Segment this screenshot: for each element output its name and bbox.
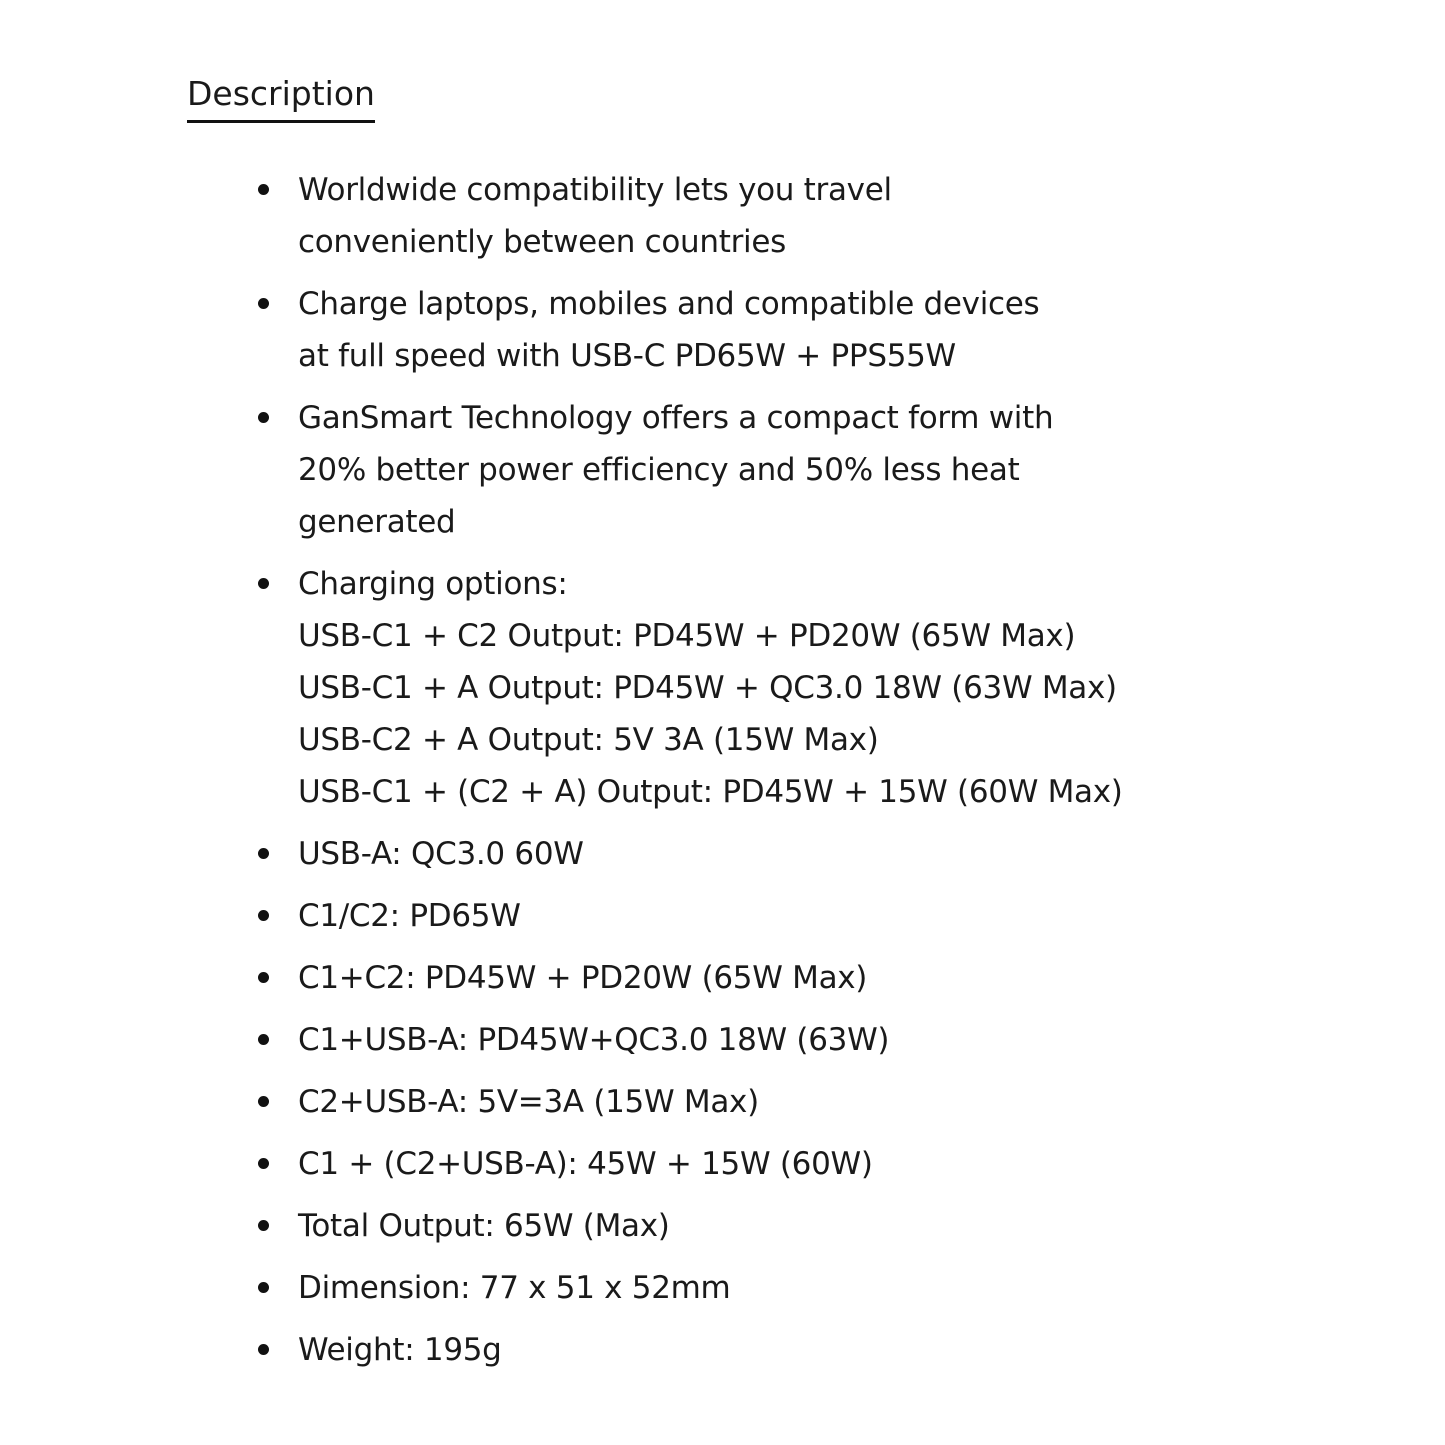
list-item [298,164,1298,268]
item-text: C1+USB-A: PD45W+QC3.0 18W (63W) [298,1022,890,1058]
tab-description[interactable]: Description [187,70,375,123]
bullet-icon [258,578,269,589]
list-item [298,1014,1298,1066]
bullet-icon [258,848,269,859]
list-item [298,1076,1298,1128]
list-item [298,828,1298,880]
bullet-icon [258,972,269,983]
item-text: at full speed with USB-C PD65W + PPS55W [298,338,956,374]
bullet-icon [258,298,269,309]
list-item [298,1138,1298,1190]
bullet-icon [258,910,269,921]
item-text: USB-C1 + (C2 + A) Output: PD45W + 15W (60W Max) [298,774,1123,810]
item-text: C2+USB-A: 5V=3A (15W Max) [298,1084,759,1120]
item-text: Dimension: 77 x 51 x 52mm [298,1270,731,1306]
item-text: Charge laptops, mobiles and compatible devices [298,286,1040,322]
item-text: GanSmart Technology offers a compact form with [298,400,1054,436]
list-item [298,952,1298,1004]
item-text: USB-C2 + A Output: 5V 3A (15W Max) [298,722,879,758]
bullet-icon [258,412,269,423]
list-item [298,1324,1298,1376]
item-text: Charging options: [298,566,568,602]
item-text: Worldwide compatibility lets you travel [298,172,892,208]
list-item [298,1200,1298,1252]
list-item [298,392,1298,548]
item-text: USB-C1 + C2 Output: PD45W + PD20W (65W Max) [298,618,1076,654]
item-text: Total Output: 65W (Max) [298,1208,670,1244]
bullet-icon [258,1220,269,1231]
item-text: USB-C1 + A Output: PD45W + QC3.0 18W (63W Max) [298,670,1117,706]
item-text: C1/C2: PD65W [298,898,521,934]
list-item [298,890,1298,942]
item-text: USB-A: QC3.0 60W [298,836,584,872]
list-item [298,1262,1298,1314]
item-text: 20% better power efficiency and 50% less heat [298,452,1020,488]
bullet-icon [258,1282,269,1293]
item-text: conveniently between countries [298,224,786,260]
item-text: C1 + (C2+USB-A): 45W + 15W (60W) [298,1146,873,1182]
item-text: C1+C2: PD45W + PD20W (65W Max) [298,960,868,996]
bullet-icon [258,1096,269,1107]
bullet-icon [258,1158,269,1169]
item-text: Weight: 195g [298,1332,502,1368]
list-item [298,278,1298,382]
bullet-icon [258,1344,269,1355]
item-text: generated [298,504,456,540]
list-item [298,558,1298,818]
bullet-icon [258,184,269,195]
description-list [298,164,1298,1386]
bullet-icon [258,1034,269,1045]
